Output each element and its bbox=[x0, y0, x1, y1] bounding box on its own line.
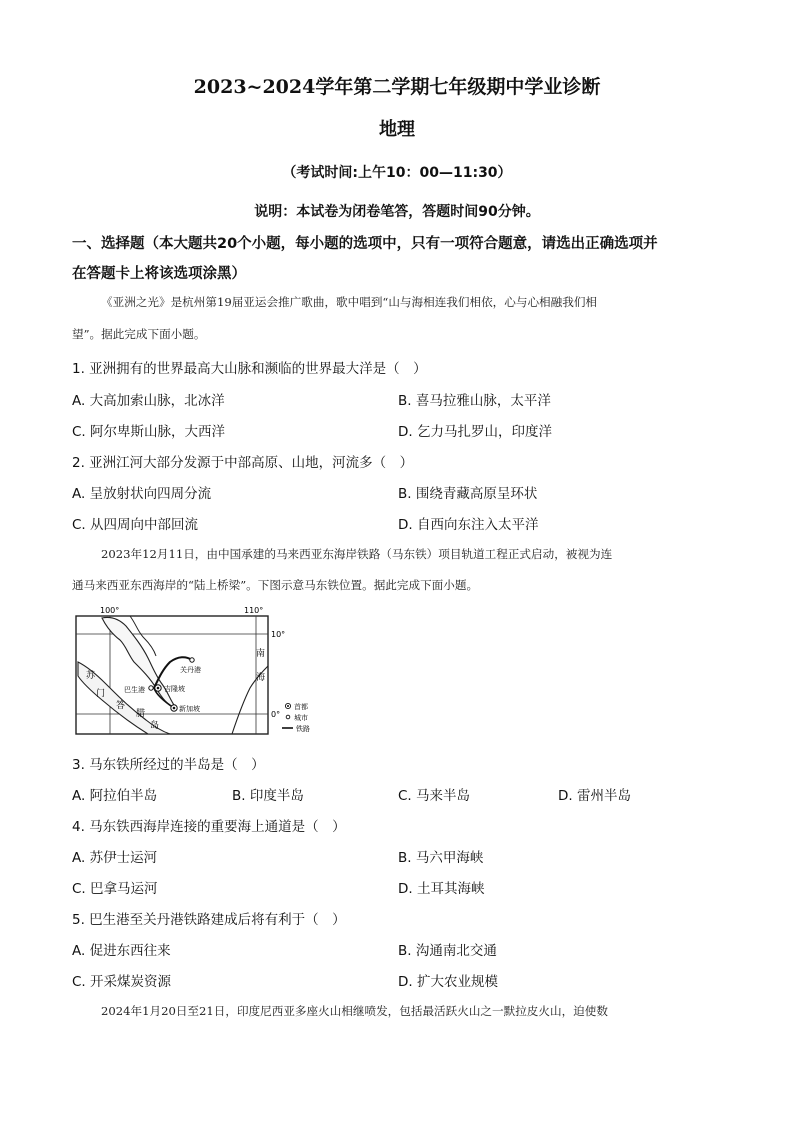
material2-line2: 通马来西亚东西海岸的“陆上桥梁”。下图示意马东铁位置。据此完成下面小题。 bbox=[72, 578, 479, 592]
material1-line1: 《亚洲之光》是杭州第19届亚运会推广歌曲，歌中唱到“山与海相连我们相依，心与心相融我们相 bbox=[101, 295, 598, 309]
subject-title: 地理 bbox=[379, 119, 415, 140]
strait-label-2: 门 bbox=[96, 689, 106, 699]
material2-line1: 2023年12月11日，由中国承建的马来西亚东海岸铁路（马东铁）项目轨道工程正式启动，被视为连 bbox=[101, 547, 613, 561]
q4-option-b: B. 马六甲海峡 bbox=[398, 850, 484, 866]
klang-marker bbox=[149, 686, 153, 690]
material3-line1: 2024年1月20日至21日，印度尼西亚多座火山相继喷发，包括最活跃火山之一默拉皮火山，迫使数 bbox=[101, 1004, 608, 1018]
malaysia-railway-map bbox=[72, 604, 334, 740]
q3-option-c: C. 马来半岛 bbox=[398, 788, 471, 804]
q3-stem: 3. 马东铁所经过的半岛是（ ） bbox=[72, 757, 265, 773]
sea-label-2: 海 bbox=[256, 673, 266, 683]
city-label-kuala-lumpur: 吉隆坡 bbox=[164, 685, 185, 693]
q4-option-d: D. 土耳其海峡 bbox=[398, 881, 485, 897]
section-heading-line2: 在答题卡上将该选项涂黑） bbox=[72, 266, 246, 282]
q1-option-a: A. 大高加索山脉，北冰洋 bbox=[72, 393, 225, 409]
q3-option-b: B. 印度半岛 bbox=[232, 788, 304, 804]
singapore-dot bbox=[173, 707, 176, 710]
q2-option-b: B. 围绕青藏高原呈环状 bbox=[398, 486, 538, 502]
q1-stem: 1. 亚洲拥有的世界最高大山脉和濒临的世界最大洋是（ ） bbox=[72, 361, 427, 377]
q3-option-d: D. 雷州半岛 bbox=[558, 788, 631, 804]
lat-10-label: 10° bbox=[271, 630, 286, 639]
lon-110-label: 110° bbox=[244, 606, 264, 615]
q5-option-a: A. 促进东西往来 bbox=[72, 943, 171, 959]
exam-title: 2023~2024学年第二学期七年级期中学业诊断 bbox=[193, 76, 601, 98]
q5-option-c: C. 开采煤炭资源 bbox=[72, 974, 172, 990]
kuantan-marker bbox=[190, 658, 194, 662]
legend-city-symbol bbox=[286, 715, 290, 719]
q5-option-b: B. 沟通南北交通 bbox=[398, 943, 497, 959]
q2-stem: 2. 亚洲江河大部分发源于中部高原、山地，河流多（ ） bbox=[72, 455, 414, 471]
strait-label-1: 苏 bbox=[86, 671, 96, 681]
strait-label-4: 腊 bbox=[136, 709, 146, 719]
material1-line2: 望”。据此完成下面小题。 bbox=[72, 327, 206, 341]
q2-option-a: A. 呈放射状向四周分流 bbox=[72, 486, 212, 502]
legend-city-label: 城市 bbox=[294, 714, 308, 722]
strait-label-5: 岛 bbox=[150, 721, 160, 731]
q3-option-a: A. 阿拉伯半岛 bbox=[72, 788, 158, 804]
legend-capital-label: 首都 bbox=[294, 703, 308, 711]
city-label-kuantan: 关丹港 bbox=[180, 666, 201, 674]
q1-option-d: D. 乞力马扎罗山，印度洋 bbox=[398, 424, 552, 440]
section-heading-line1: 一、选择题（本大题共20个小题，每小题的选项中，只有一项符合题意，请选出正确选项并 bbox=[72, 236, 658, 252]
city-label-singapore: 新加坡 bbox=[179, 705, 200, 713]
lat-0-label: 0° bbox=[271, 710, 281, 719]
q1-option-c: C. 阿尔卑斯山脉，大西洋 bbox=[72, 424, 226, 440]
q5-stem: 5. 巴生港至关丹港铁路建成后将有利于（ ） bbox=[72, 912, 346, 928]
lon-100-label: 100° bbox=[100, 606, 120, 615]
exam-note: 说明：本试卷为闭卷笔答，答题时间90分钟。 bbox=[254, 204, 540, 220]
q2-option-c: C. 从四周向中部回流 bbox=[72, 517, 199, 533]
legend-capital-dot bbox=[287, 705, 289, 707]
map-svg bbox=[72, 604, 334, 740]
q4-option-a: A. 苏伊士运河 bbox=[72, 850, 158, 866]
strait-label-3: 答 bbox=[116, 701, 126, 711]
exam-time: （考试时间:上午10：00—11:30） bbox=[282, 165, 512, 181]
q2-option-d: D. 自西向东注入太平洋 bbox=[398, 517, 539, 533]
kuala-lumpur-dot bbox=[157, 687, 160, 690]
legend-railway-label: 铁路 bbox=[296, 725, 310, 733]
city-label-klang: 巴生港 bbox=[124, 686, 145, 694]
q1-option-b: B. 喜马拉雅山脉，太平洋 bbox=[398, 393, 551, 409]
q5-option-d: D. 扩大农业规模 bbox=[398, 974, 498, 990]
q4-option-c: C. 巴拿马运河 bbox=[72, 881, 158, 897]
sea-label-1: 南 bbox=[256, 649, 266, 659]
q4-stem: 4. 马东铁西海岸连接的重要海上通道是（ ） bbox=[72, 819, 346, 835]
